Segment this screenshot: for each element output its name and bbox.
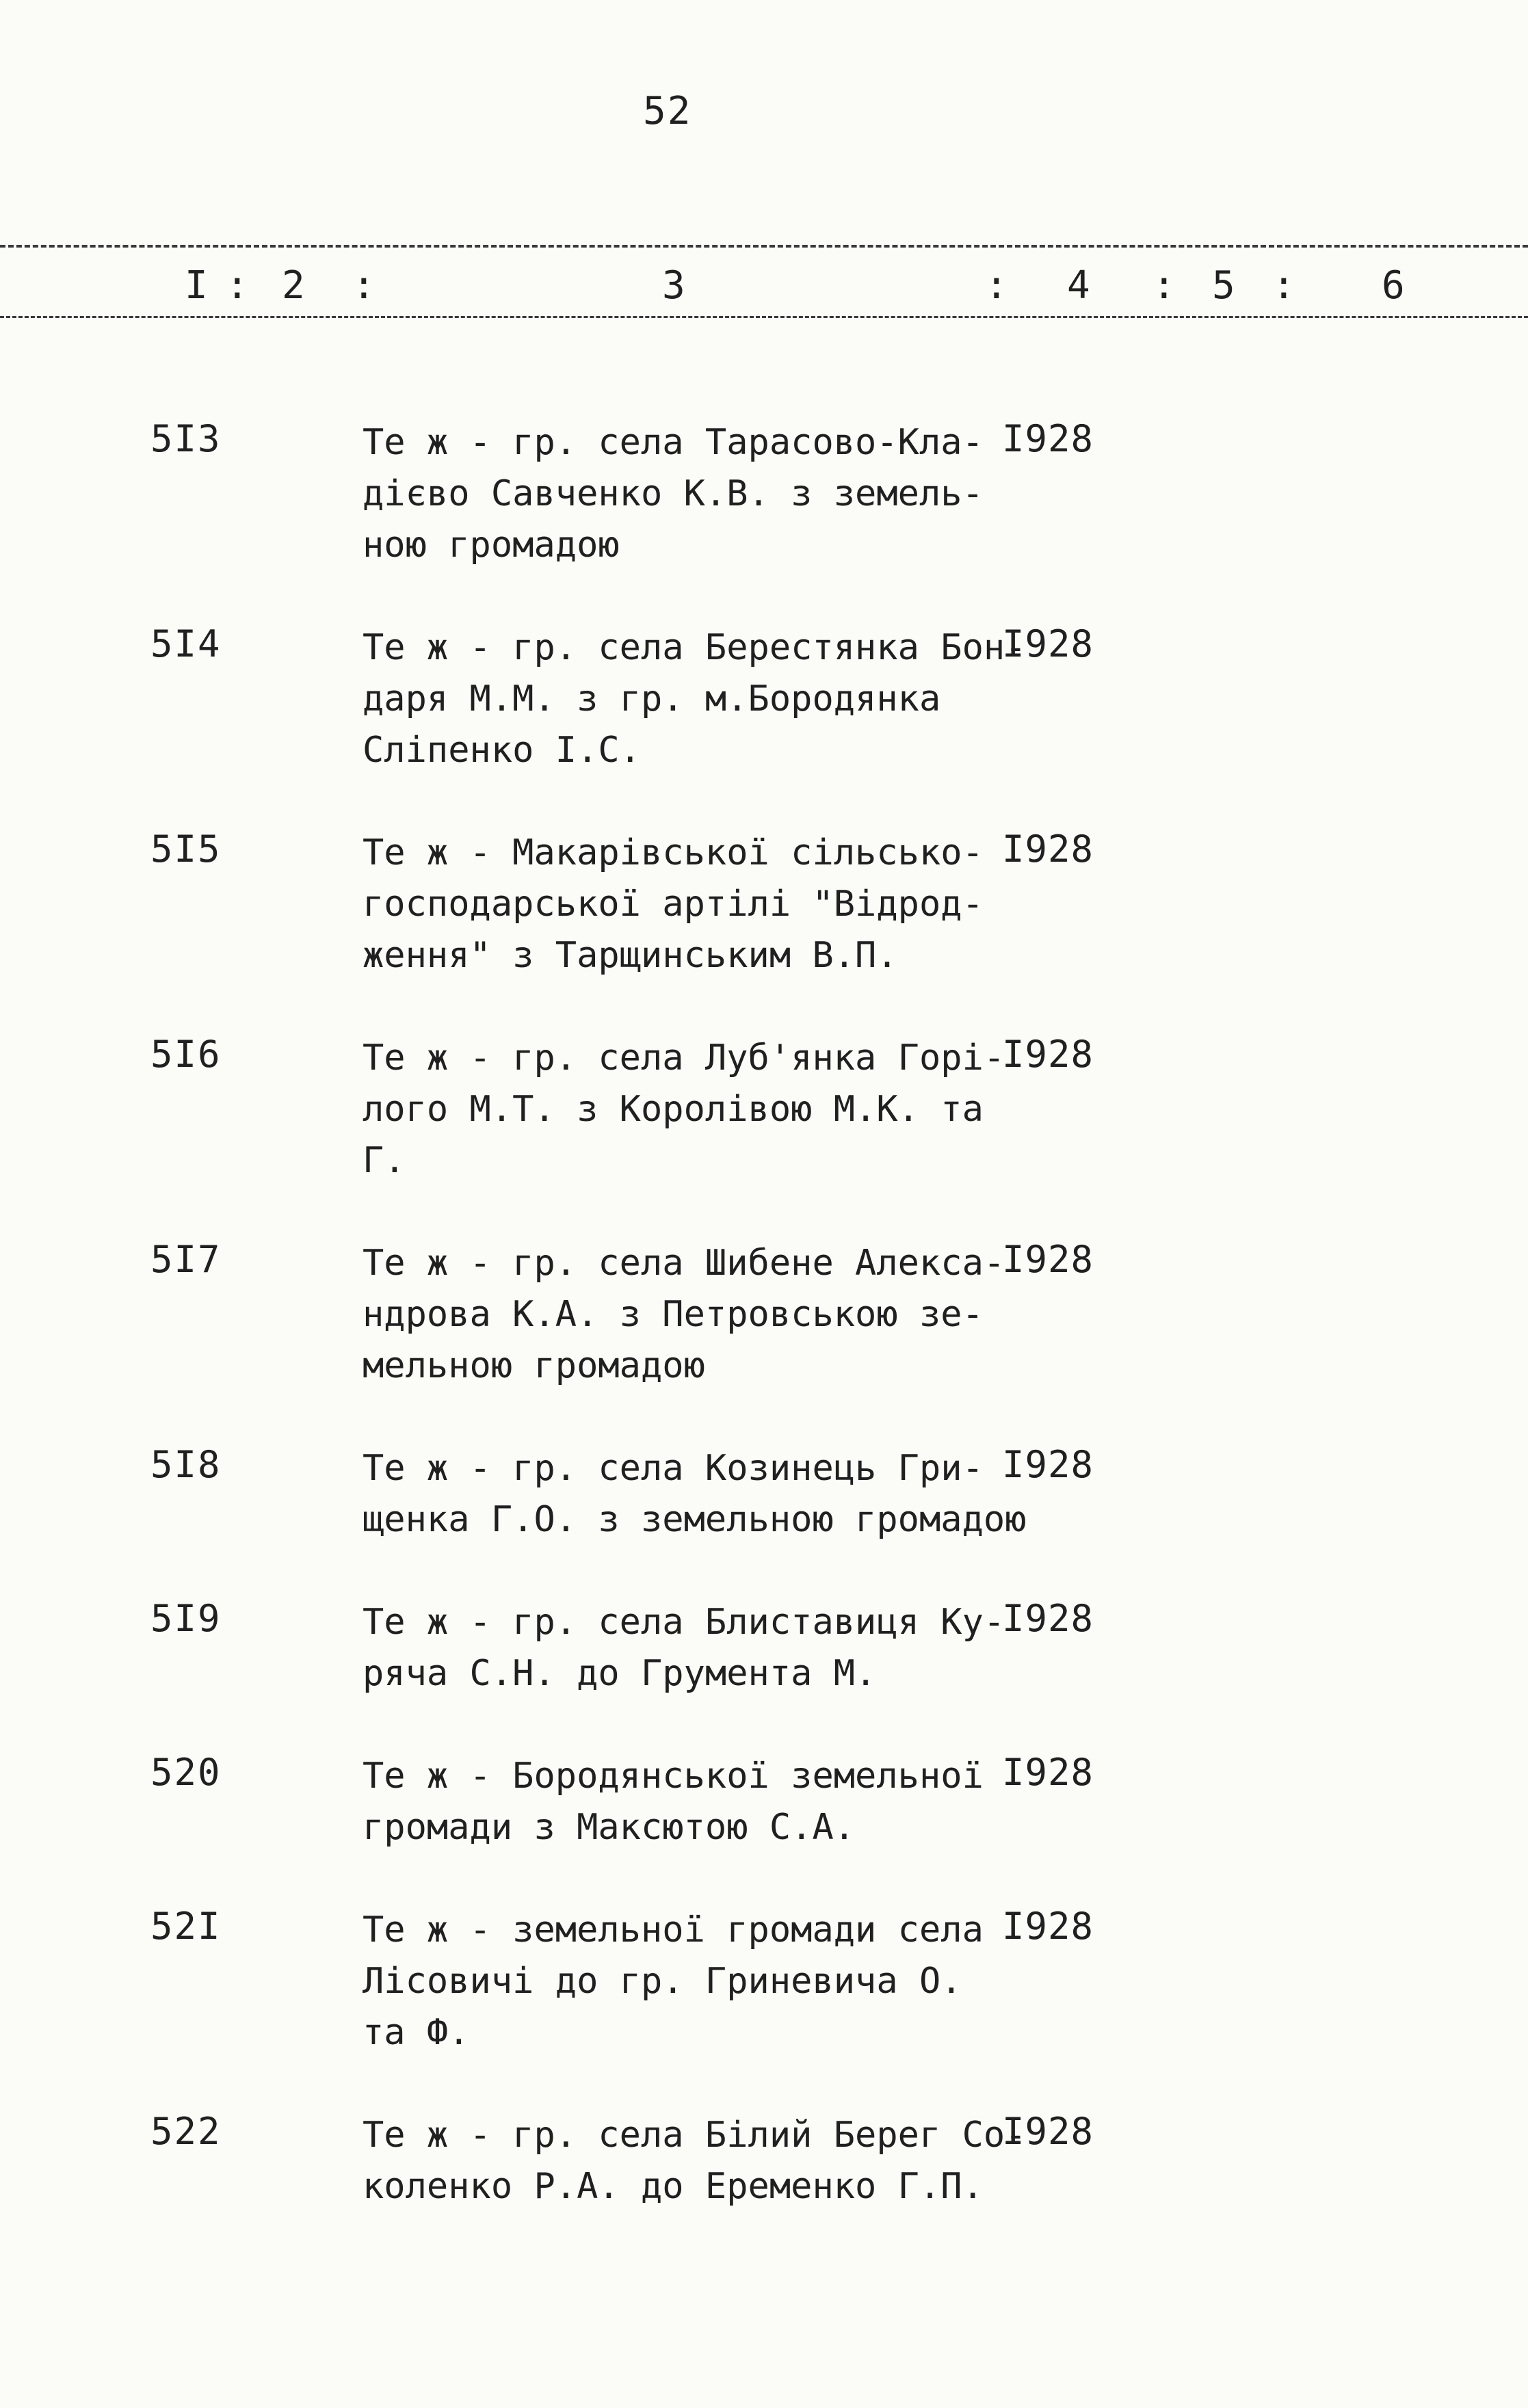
entry-description: Те ж - гр. села Блиставиця Ку- ряча С.Н. до Грумента М.	[363, 1602, 1005, 1694]
entry-description: Те ж - гр. села Луб'янка Горі- лого М.Т. з Королівою М.К. та Г.	[363, 1037, 1005, 1181]
entry-number: 5I5	[150, 828, 222, 871]
entry-description: Те ж - Бородянської земельної громади з Максютою С.А.	[363, 1756, 984, 1848]
entry-year: I928	[1002, 1443, 1094, 1486]
entry-description: Те ж - гр. села Шибене Алекса- ндрова К.А. з Петровською зе- мельною громадою	[363, 1243, 1005, 1386]
entry-number: 5I9	[150, 1597, 222, 1640]
entry-year: I928	[1002, 1238, 1094, 1281]
column-separator: :	[1272, 263, 1295, 308]
column-header-3: 3	[662, 263, 685, 308]
entry-description: Те ж - земельної громади села Лісовичі до гр. Гриневича О. та Ф.	[363, 1909, 984, 2053]
entry-number: 5I3	[150, 417, 222, 460]
entry-number: 52I	[150, 1905, 222, 1948]
column-separator: :	[352, 263, 376, 308]
entry-year: I928	[1002, 1597, 1094, 1640]
column-separator: :	[226, 263, 249, 308]
entry-number: 520	[150, 1751, 222, 1794]
column-header-5: 5	[1212, 263, 1235, 308]
entry-year: I928	[1002, 1905, 1094, 1948]
entry-year: I928	[1002, 828, 1094, 871]
entry-year: I928	[1002, 622, 1094, 665]
entry-description: Те ж - Макарівської сільсько- господарської артілі "Відрод- ження" з Тарщинським В.П.	[363, 832, 984, 976]
column-separator: :	[1152, 263, 1176, 308]
entry-description: Те ж - гр. села Берестянка Бон- даря М.М. з гр. м.Бородянка Сліпенко І.С.	[363, 627, 1027, 771]
page-number: 52	[643, 89, 692, 133]
column-header-6: 6	[1382, 263, 1405, 308]
entry-year: I928	[1002, 1033, 1094, 1076]
entry-number: 5I8	[150, 1443, 222, 1486]
entry-description: Те ж - гр. села Білий Берег Со- коленко Р.А. до Еременко Г.П.	[363, 2115, 1027, 2207]
header-top-rule	[0, 245, 1528, 248]
entry-year: I928	[1002, 417, 1094, 460]
entry-year: I928	[1002, 1751, 1094, 1794]
column-header-1: I	[185, 263, 208, 308]
column-header-2: 2	[282, 263, 305, 308]
entry-number: 5I6	[150, 1033, 222, 1076]
entry-number: 522	[150, 2110, 222, 2153]
entry-year: I928	[1002, 2110, 1094, 2153]
entry-description: Те ж - гр. села Тарасово-Кла- дієво Савченко К.В. з земель- ною громадою	[363, 422, 984, 566]
entry-number: 5I4	[150, 622, 222, 665]
column-separator: :	[985, 263, 1008, 308]
entry-description: Те ж - гр. села Козинець Гри- щенка Г.О. з земельною громадою	[363, 1448, 1027, 1540]
header-bottom-rule	[0, 316, 1528, 318]
entry-number: 5I7	[150, 1238, 222, 1281]
column-header-4: 4	[1067, 263, 1090, 308]
